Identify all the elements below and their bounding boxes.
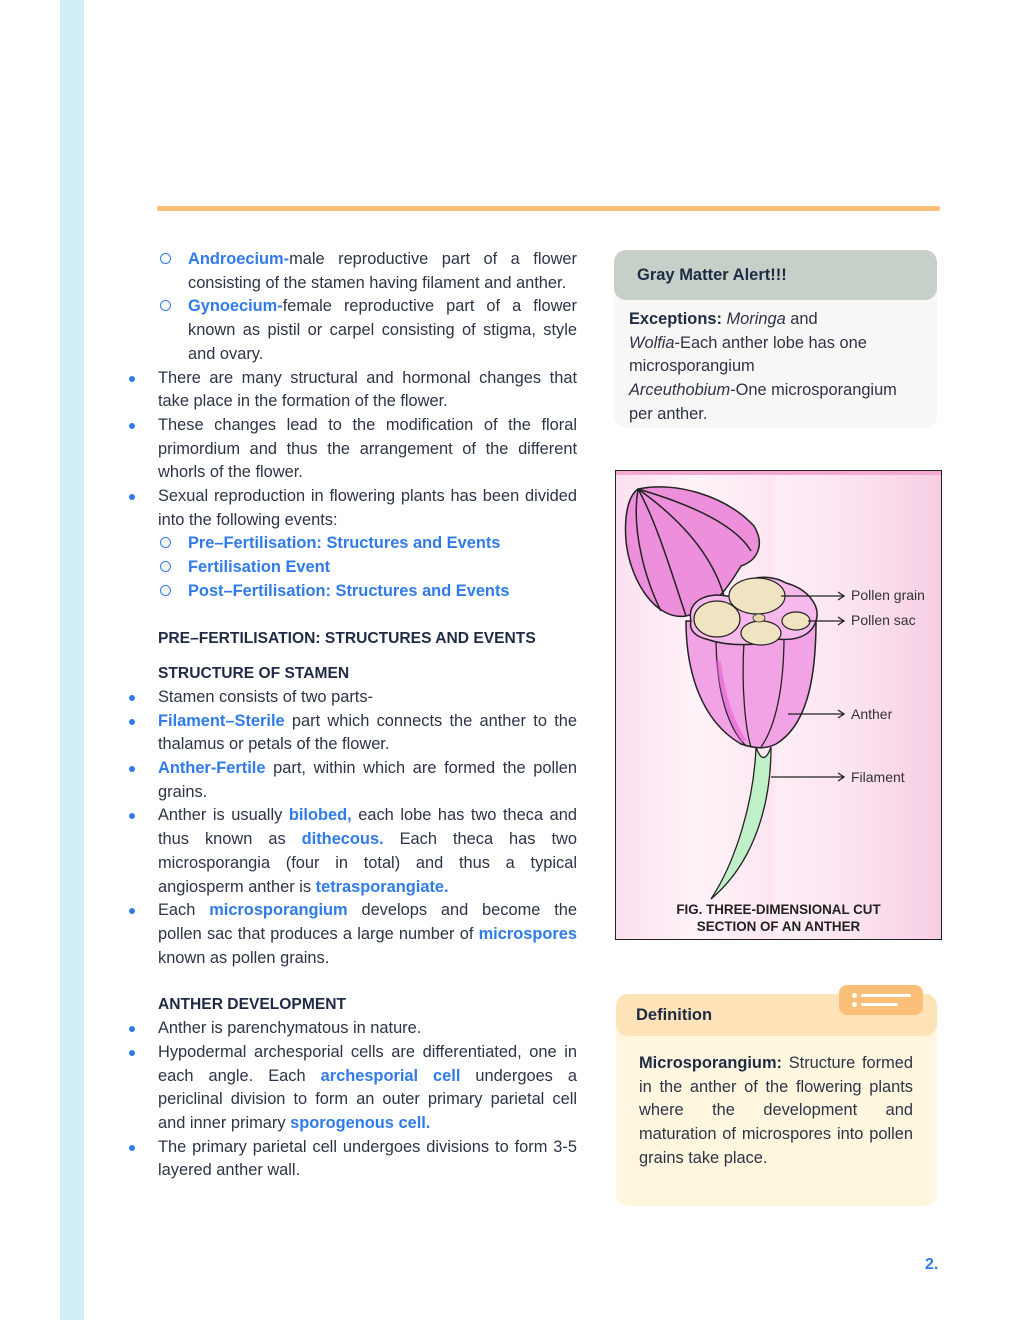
bullet-icon <box>129 695 135 701</box>
label-filament: Filament <box>851 769 905 785</box>
bullet-icon <box>129 1026 135 1032</box>
list-item: The primary parietal cell undergoes divisions to form 3-5 layered anther wall. <box>127 1136 577 1183</box>
circle-bullet-icon <box>160 300 171 311</box>
list-item: Anther-Fertile part, within which are formed the pollen grains. <box>127 757 577 804</box>
alert-body: Exceptions: Moringa and Wolfia-Each anther lobe has one microsporangium Arceuthobium-One microsporangium per anther. <box>629 310 897 423</box>
list-item: Filament–Sterile part which connects the anther to the thalamus or petals of the flower. <box>127 710 577 757</box>
gray-matter-alert-box <box>614 250 937 428</box>
list-item: Sexual reproduction in flowering plants has been divided into the following events: <box>127 485 577 532</box>
event-item: Post–Fertilisation: Structures and Events <box>127 580 577 604</box>
definition-title: Definition <box>616 994 937 1036</box>
header-rule <box>157 206 940 211</box>
list-item: Each microsporangium develops and become the pollen sac that produces a large number of microspores known as pollen grains. <box>127 899 577 970</box>
main-column <box>127 248 577 1183</box>
definition-body: Microsporangium: Structure formed in the anther of the flowering plants where the development and maturation of microspores into pollen grains take place. <box>639 1054 913 1167</box>
bullet-icon <box>129 423 135 429</box>
alert-title: Gray Matter Alert!!! <box>614 250 937 300</box>
term-androecium: Androecium- <box>188 250 290 268</box>
bullet-icon <box>129 1050 135 1056</box>
subheading-anther-development: ANTHER DEVELOPMENT <box>158 996 347 1014</box>
bullet-icon <box>129 1145 135 1151</box>
section-heading: PRE–FERTILISATION: STRUCTURES AND EVENTS <box>158 629 536 647</box>
label-pollen-grain: Pollen grain <box>851 587 925 603</box>
bullet-icon <box>129 766 135 772</box>
list-item-androecium: Androecium-male reproductive part of a flower consisting of the stamen having filament and anther. <box>127 248 577 295</box>
list-item: Hypodermal archesporial cells are differentiated, one in each angle. Each archesporial cell undergoes a periclinal division to form an outer primary parietal cell and inner primary sporogenous cell. <box>127 1041 577 1136</box>
bullet-icon <box>129 494 135 500</box>
term-gynoecium: Gynoecium- <box>188 297 283 316</box>
circle-bullet-icon <box>160 585 171 596</box>
bullet-icon <box>129 376 135 382</box>
list-item: Anther is parenchymatous in nature. <box>127 1017 577 1041</box>
list-item: Anther is usually bilobed, each lobe has two theca and thus known as dithecous. Each theca has two microsporangia (four in total) and thus a typical angiosperm anther is tetrasporangiate. <box>127 804 577 899</box>
side-color-strip <box>60 0 84 1320</box>
subheading-stamen: STRUCTURE OF STAMEN <box>158 665 350 683</box>
label-pollen-sac: Pollen sac <box>851 612 916 628</box>
anther-illustration <box>616 471 942 940</box>
event-item: Pre–Fertilisation: Structures and Events <box>127 532 577 556</box>
circle-bullet-icon <box>160 537 171 548</box>
circle-bullet-icon <box>160 253 171 264</box>
note-tag-icon <box>839 985 923 1015</box>
list-item: There are many structural and hormonal changes that take place in the formation of the flower. <box>127 367 577 414</box>
bullet-icon <box>129 719 135 725</box>
definition-box <box>616 994 937 1206</box>
bullet-icon <box>129 908 135 914</box>
list-item: These changes lead to the modification of the floral primordium and thus the arrangement of the different whorls of the flower. <box>127 414 577 485</box>
event-item: Fertilisation Event <box>127 556 577 580</box>
figure-caption: FIG. THREE-DIMENSIONAL CUT SECTION OF AN ANTHER <box>676 902 881 934</box>
list-item-gynoecium: Gynoecium-female reproductive part of a flower known as pistil or carpel consisting of stigma, style and ovary. <box>127 295 577 366</box>
label-anther: Anther <box>851 706 893 722</box>
bullet-icon <box>129 813 135 819</box>
page-number: 2. <box>925 1256 939 1273</box>
anther-figure <box>615 470 942 940</box>
list-item: Stamen consists of two parts- <box>127 686 577 710</box>
circle-bullet-icon <box>160 561 171 572</box>
